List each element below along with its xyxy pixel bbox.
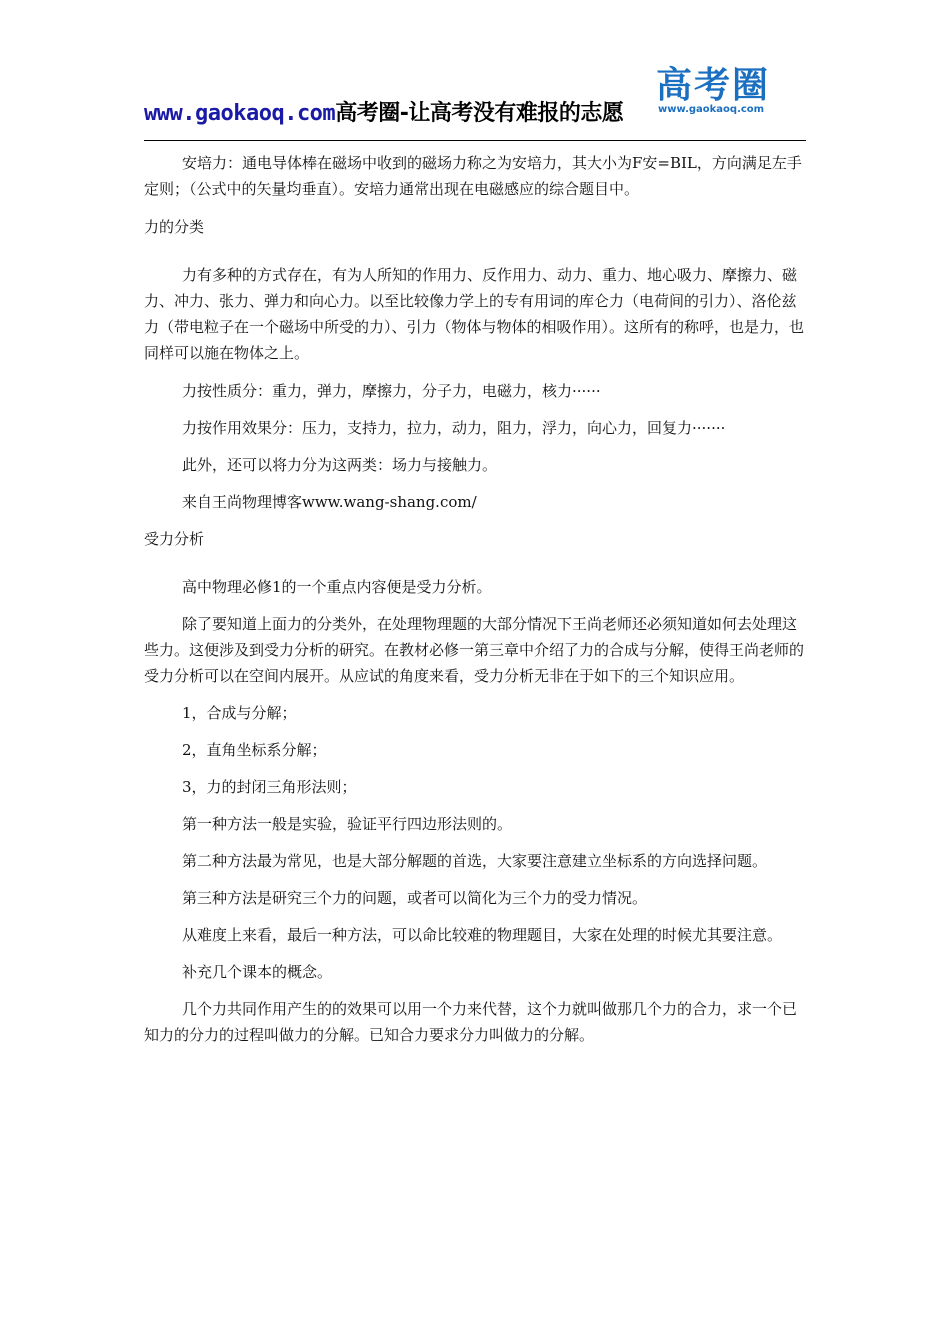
paragraph-method-two: 第二种方法最为常见，也是大部分解题的首选，大家要注意建立坐标系的方向选择问题。 [182,852,768,870]
site-url-link[interactable]: www.gaokaoq.com [144,101,336,126]
paragraph-two-classes: 此外，还可以将力分为这两类：场力与接触力。 [182,456,498,474]
paragraph-by-nature: 力按性质分：重力，弹力，摩擦力，分子力，电磁力，核力······ [182,382,601,400]
paragraph-force-types: 力有多种的方式存在，有为人所知的作用力、反作用力、动力、重力、地心吸力、摩擦力、磁力、冲力、张力、弹力和向心力。以至比较像力学上的专有用词的库仑力（电荷间的引力）、洛伦兹力（带电粒子在一个磁场中所受的力）、引力（物体与物体的相吸作用）。这所有的称呼，也是力，也同样可以施在物体之上。 [144,266,805,362]
list-item: 1，合成与分解； [182,704,297,722]
logo-text: 高考圈 [656,65,771,106]
list-item: 3，力的封闭三角形法则； [182,778,357,796]
header-divider [144,140,806,141]
paragraph-key-content: 高中物理必修1的一个重点内容便是受力分析。 [182,578,492,596]
paragraph-by-effect: 力按作用效果分：压力，支持力，拉力，动力，阻力，浮力，向心力，回复力······· [182,419,726,437]
site-slogan: 高考圈-让高考没有难报的志愿 [335,101,624,126]
heading-force-analysis: 受力分析 [144,530,205,548]
paragraph-resultant-force: 几个力共同作用产生的的效果可以用一个力来代替，这个力就叫做那几个力的合力，求一个已知力的分力的过程叫做力的分解。已知合力要求分力叫做力的分解。 [144,1000,798,1044]
paragraph-difficulty: 从难度上来看，最后一种方法，可以命比较难的物理题目，大家在处理的时候尤其要注意。 [182,926,783,944]
heading-force-classification: 力的分类 [144,218,205,236]
paragraph-method-three: 第三种方法是研究三个力的问题，或者可以简化为三个力的受力情况。 [182,889,648,907]
document-body [144,150,806,1048]
list-item: 2，直角坐标系分解； [182,741,327,759]
header-title [144,96,623,127]
paragraph-ampere-force: 安培力：通电导体棒在磁场中收到的磁场力称之为安培力，其大小为F安=BIL，方向满足左手定则；（公式中的矢量均垂直）。安培力通常出现在电磁感应的综合题目中。 [144,154,802,198]
paragraph-supplement: 补充几个课本的概念。 [182,963,333,981]
paragraph-method-one: 第一种方法一般是实验，验证平行四边形法则的。 [182,815,513,833]
logo-url: www.gaokaoq.com [658,104,765,115]
page-header [144,65,806,140]
gaokaoq-logo[interactable] [656,65,784,118]
paragraph-analysis-intro: 除了要知道上面力的分类外，在处理物理题的大部分情况下王尚老师还必须知道如何去处理这些力。这便涉及到受力分析的研究。在教材必修一第三章中介绍了力的合成与分解，使得王尚老师的受力分析可以在空间内展开。从应试的角度来看，受力分析无非在于如下的三个知识应用。 [144,615,805,685]
paragraph-source: 来自王尚物理博客www.wang-shang.com/ [182,493,477,511]
